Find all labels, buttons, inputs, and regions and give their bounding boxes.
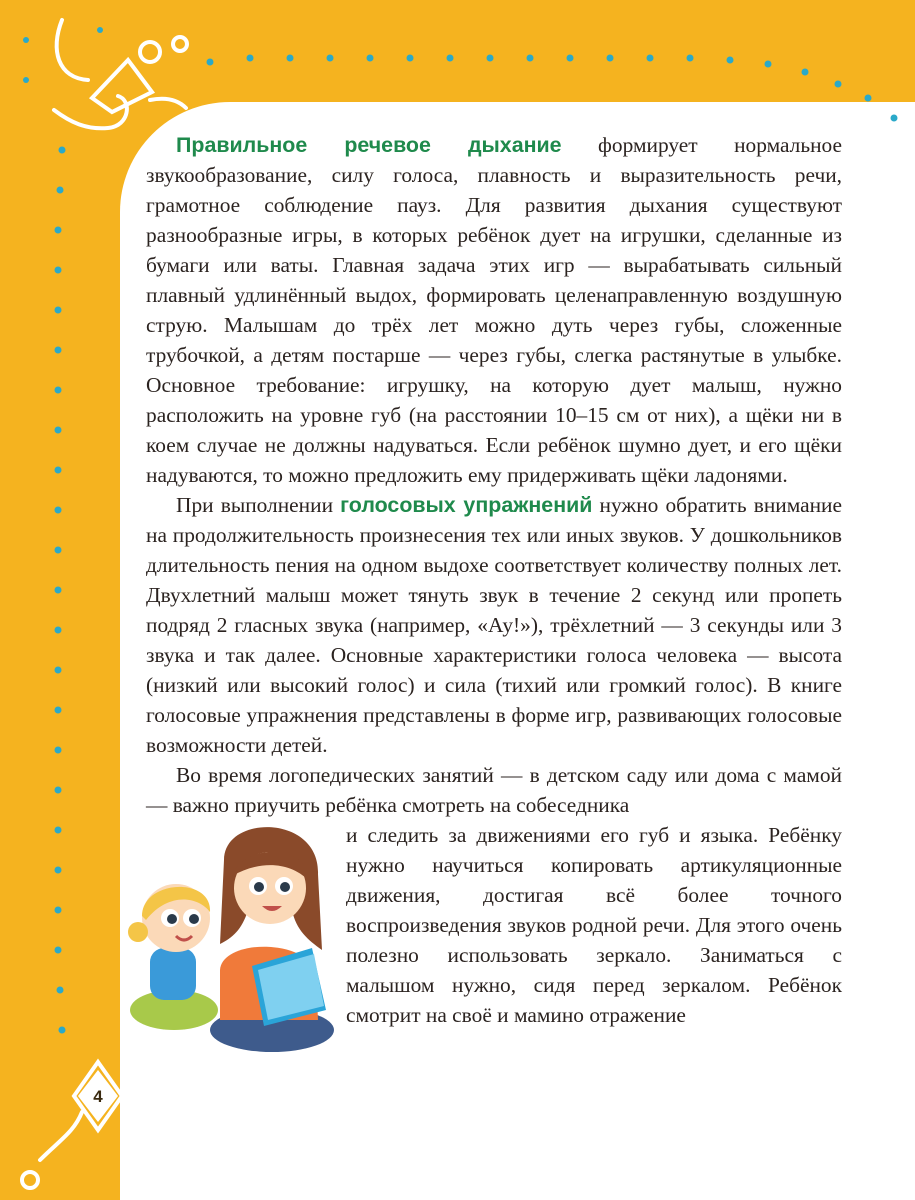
body-text: [146, 130, 842, 1060]
mother-figure: [210, 827, 334, 1052]
corner-ornament-top-left: [54, 20, 187, 128]
paragraph-2: При выполнении голосовых упражнений нужно обратить внимание на продолжительность произнесения тех или иных звуков. У дошкольников длительность пения на одном выдохе соответствует количеству полных лет. Двухлетний малыш может тянуть звук в течение 2 секунд или пропеть подряд 2 гласных звука (например, «Ау!»), трёхлетний — 3 секунды или 3 звука и так далее. Основные характеристики голоса человека — высота (низкий или высокий голос) и сила (тихий или громкий голос). В книге голосовые упражнения представлены в форме игр, развивающих голосовые возможности детей.: [146, 493, 843, 757]
highlight-breathing: Правильное речевое дыхание: [176, 133, 562, 157]
paragraph-3: Во время логопедических занятий — в детском саду или дома с мамой — важно приучить ребёнка смотреть на собеседника: [146, 763, 842, 817]
mother-and-child-reading-illustration: [112, 820, 346, 1060]
corner-ornament-bottom-left: [22, 1062, 153, 1188]
highlight-voice-exercises: голосовых упражнений: [340, 493, 593, 517]
child-figure: [128, 884, 218, 1030]
page-number: 4: [93, 1087, 103, 1106]
paragraph-1: Правильное речевое дыхание формирует нормальное звукообразование, силу голоса, плавность и выразительность речи, грамотное соблюдение пауз. Для развития дыхания существуют разнообразные игры, в которых ребёнок дует на игрушки, сделанные из бумаги или ваты. Главная задача этих игр — вырабатывать сильный плавный удлинённый выдох, формировать целенаправленную воздушную струю. Малышам до трёх лет можно дуть через губы, сложенные трубочкой, а детям постарше — через губы, слегка растянутые в улыбке. Основное требование: игрушку, на которую дует малыш, нужно расположить на уровне губ (на расстоянии 10–15 см от них), а щёки ни в коем случае не должны надуваться. Если ребёнок шумно дует, и его щёки надуваются, то можно предложить ему придерживать щёки ладонями.: [146, 133, 842, 487]
paragraph-3-continued: и следить за движениями его губ и языка. Ребёнку нужно научиться копировать артикуляционные движения, достигая всё более точного воспроизведения звуков родной речи. Для этого очень полезно использовать зеркало. Заниматься с малышом нужно, сидя перед зеркалом. Ребёнок смотрит на своё и мамино отражение: [346, 823, 842, 1027]
